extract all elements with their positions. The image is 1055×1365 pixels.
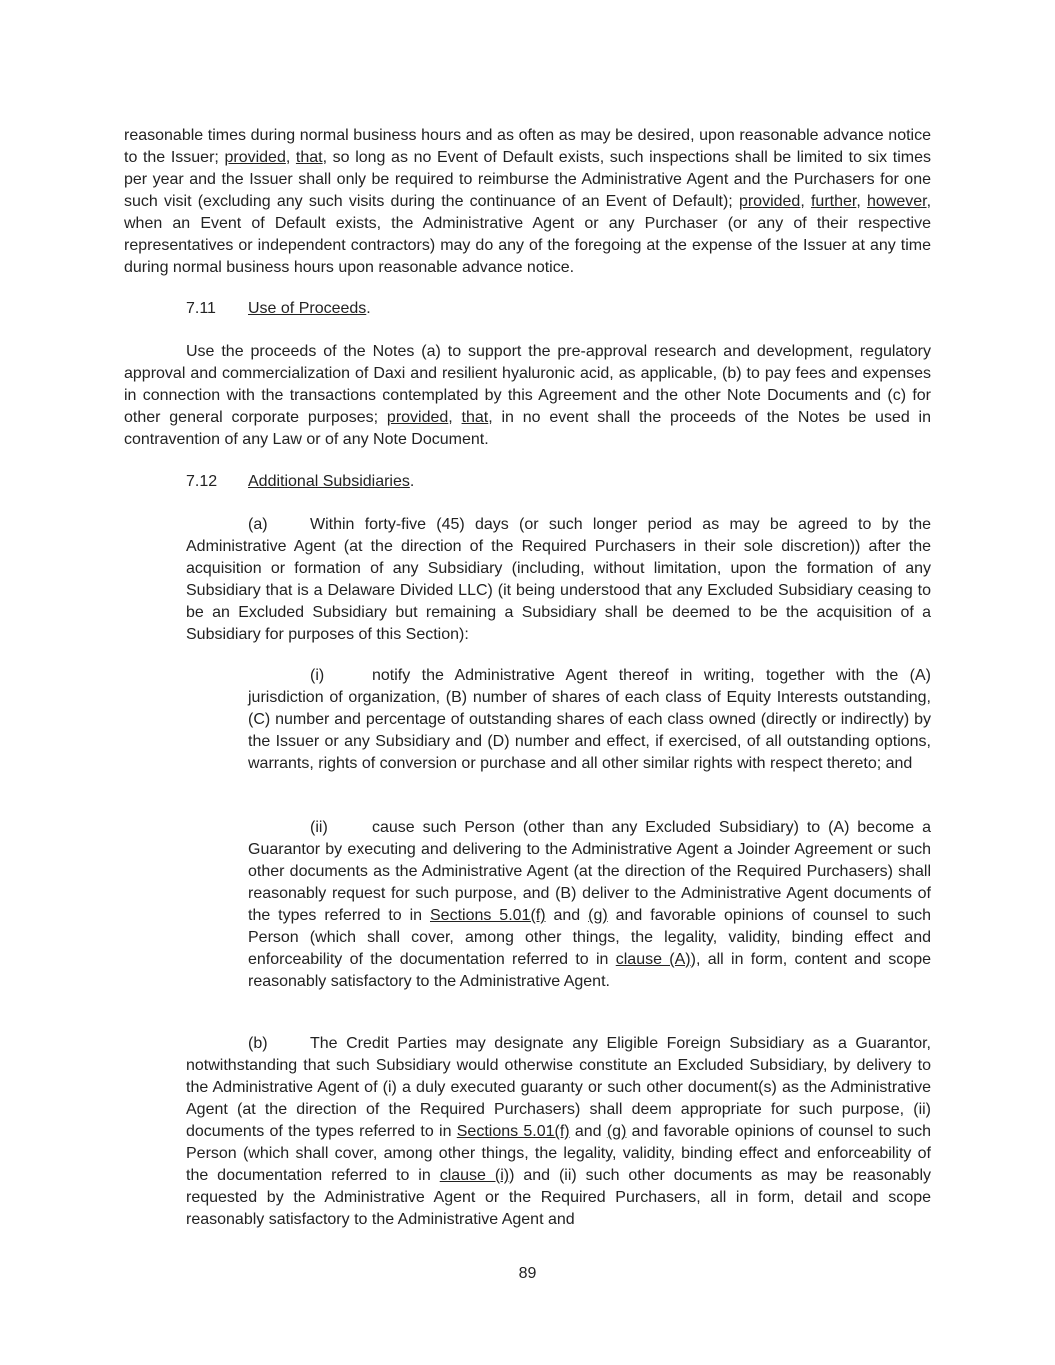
text-run: , in no event shall the proceeds of the Notes be used in contravention of any Law or of any Note Document.	[124, 409, 932, 448]
clause-i	[248, 665, 931, 775]
cross-reference: clause (i)	[439, 1167, 510, 1184]
cross-reference: Sections 5.01(f)	[430, 907, 546, 924]
section-heading-7-12	[186, 471, 414, 493]
text-run: Within forty-five (45) days (or such longer period as may be agreed to by the Administrative Agent (at the direction of the Required Purchasers in their sole discretion)) after the acquisition or formation of any Subsidiary (including, without limitation, upon the formation of any Subsidiary that is a Delaware Divided LLC) (it being understood that any Excluded Subsidiary ceasing to be an Excluded Subsidiary but remaining a Subsidiary shall be deemed to be the acquisition of a Subsidiary for purposes of this Section):	[186, 516, 931, 643]
section-heading-7-11	[186, 298, 371, 320]
text-run: ,	[800, 193, 811, 210]
cross-reference: (g)	[588, 907, 608, 924]
text-run: , when an Event of Default exists, the Administrative Agent or any Purchaser (or any of their respective representatives or independent contractors) may do any of the foregoing at the expense of the Issuer at any time during normal business hours upon reasonable advance notice.	[124, 193, 932, 276]
text-run: ) and (ii) such other documents as may be reasonably requested by the Administrative Agent or the Required Purchasers, all in form, detail and scope reasonably satisfactory to the Administrative Agent and	[186, 1167, 932, 1228]
section-number: 7.11	[186, 300, 216, 317]
text-run: and	[545, 907, 589, 924]
text-run: cause such Person (other than any Excluded Subsidiary) to (A) become a Guarantor by executing and delivering to the Administrative Agent a Joinder Agreement or such other documents as the Administrative Agent (at the direction of the Required Purchasers) shall reasonably request for such purpose, and (B) deliver to the Administrative Agent documents of the types referred to in	[248, 819, 931, 924]
page-number: 89	[518, 1265, 537, 1282]
text-run: ,	[448, 409, 462, 426]
underlined-term: however	[866, 193, 927, 210]
underlined-term: that	[295, 149, 323, 166]
text-run: and	[569, 1123, 607, 1140]
text-run: Use the proceeds of the Notes (a) to support the pre-approval research and development, regulatory approval and commercialization of Daxi and resilient hyaluronic acid, as applicable, (b) to pay fees and expenses in connection with the transactions contemplated by this Agreement and the other Note Documents and (c) for other general corporate purposes;	[124, 343, 931, 426]
clause-label: (a)	[248, 516, 268, 533]
clause-ii	[248, 817, 931, 993]
text-run: , so long as no Event of Default exists, such inspections shall be limited to six times per year and the Issuer shall only be required to reimburse the Administrative Agent and the Purchasers for one such visit (excluding any such visits during the continuance of an Event of Default);	[124, 149, 932, 210]
clause-label: (i)	[310, 667, 325, 684]
section-number: 7.12	[186, 473, 218, 490]
clause-a	[186, 514, 931, 646]
text-run: reasonable times during normal business hours and as often as may be desired, upon reasonable advance notice to the Issuer;	[124, 127, 931, 166]
underlined-term: provided	[386, 409, 449, 426]
text-run: The Credit Parties may designate any Eligible Foreign Subsidiary as a Guarantor, notwithstanding that such Subsidiary would otherwise constitute an Excluded Subsidiary, by delivery to the Administrative Agent of (i) a duly executed guaranty or such other document(s) as the Administrative Agent (at the direction of the Required Purchasers) shall deem appropriate for such purpose, (ii) documents of the types referred to in	[186, 1035, 931, 1140]
section-title: Use of Proceeds	[248, 300, 367, 317]
underlined-term: provided	[738, 193, 801, 210]
clause-label: (ii)	[310, 819, 328, 836]
underlined-term: provided	[224, 149, 286, 166]
cross-reference: clause (A)	[615, 951, 691, 968]
paragraph-inspection-continuation	[124, 125, 931, 279]
paragraph-use-of-proceeds	[124, 341, 931, 451]
text-run: ,	[856, 193, 867, 210]
underlined-term: further	[810, 193, 857, 210]
text-run: notify the Administrative Agent thereof in writing, together with the (A) jurisdiction of organization, (B) number of shares of each class of Equity Interests outstanding, (C) number and percentage of outstanding shares of each class owned (directly or indirectly) by the Issuer or any Subsidiary and (D) number and effect, if exercised, of all outstanding options, warrants, rights of conversion or purchase and all other similar rights with respect thereto; and	[248, 667, 931, 772]
section-title-period: .	[366, 300, 371, 317]
section-title: Additional Subsidiaries	[248, 473, 410, 490]
cross-reference: Sections 5.01(f)	[456, 1123, 570, 1140]
clause-label: (b)	[248, 1035, 268, 1052]
clause-b	[186, 1033, 931, 1231]
underlined-term: that	[461, 409, 489, 426]
text-run: ), all in form, content and scope reasonably satisfactory to the Administrative Agent.	[248, 951, 931, 990]
text-run: and favorable opinions of counsel to such Person (which shall cover, among other things, the legality, validity, binding effect and enforceability of the documentation referred to in	[248, 907, 931, 968]
text-run: and favorable opinions of counsel to such Person (which shall cover, among other things, the legality, validity, binding effect and enforceability of the documentation referred to in	[186, 1123, 931, 1184]
section-title-period: .	[409, 473, 415, 490]
cross-reference: (g)	[606, 1123, 627, 1140]
text-run: ,	[285, 149, 296, 166]
